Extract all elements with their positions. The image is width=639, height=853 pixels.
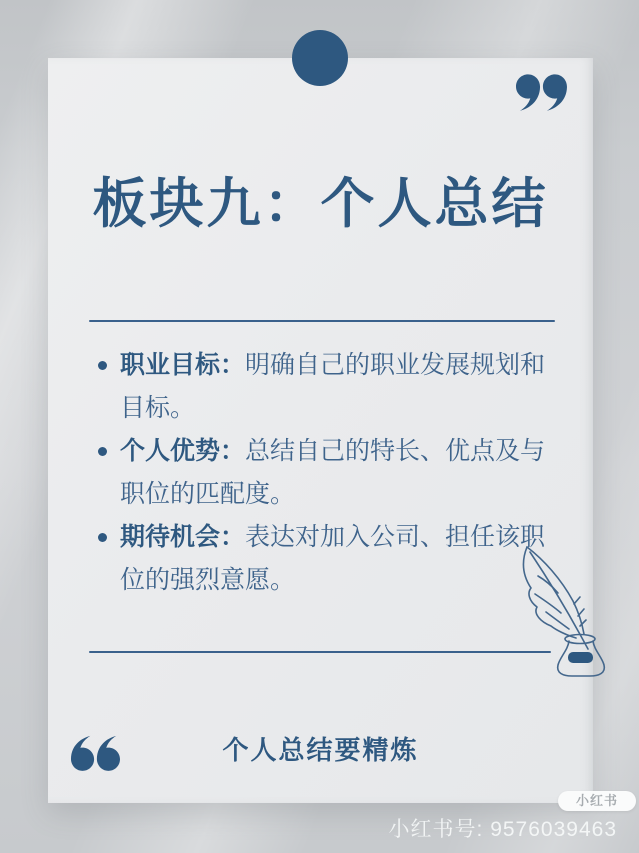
list-item [98, 430, 550, 516]
divider-top [89, 320, 555, 322]
divider-bottom [89, 651, 551, 653]
bullet-label: 职业目标： [120, 351, 246, 379]
close-quote-icon [516, 74, 568, 112]
card-title: 板块九：个人总结 [92, 174, 549, 234]
bullet-dot-icon [98, 533, 107, 542]
quill-ink-icon [494, 518, 626, 678]
list-item [98, 516, 550, 602]
bullet-label: 期待机会： [120, 523, 246, 551]
bullet-dot-icon [98, 361, 107, 370]
bullet-label: 个人优势： [120, 437, 246, 465]
bullet-text: 表达对加入公司、担任该职位的强烈意愿。 [120, 523, 546, 594]
summary-list [98, 344, 550, 602]
summary-card [48, 58, 593, 803]
bullet-dot-icon [98, 447, 107, 456]
bullet-text: 总结自己的特长、优点及与职位的匹配度。 [120, 437, 546, 508]
bullet-text: 明确自己的职业发展规划和目标。 [120, 351, 546, 422]
watermark-account-id: 小红书号: 9576039463 [388, 818, 617, 841]
list-item [98, 344, 550, 430]
pin-dot-icon [292, 30, 348, 86]
xiaohongshu-badge: 小红书 [558, 791, 636, 811]
footer-caption: 个人总结要精炼 [222, 735, 419, 765]
